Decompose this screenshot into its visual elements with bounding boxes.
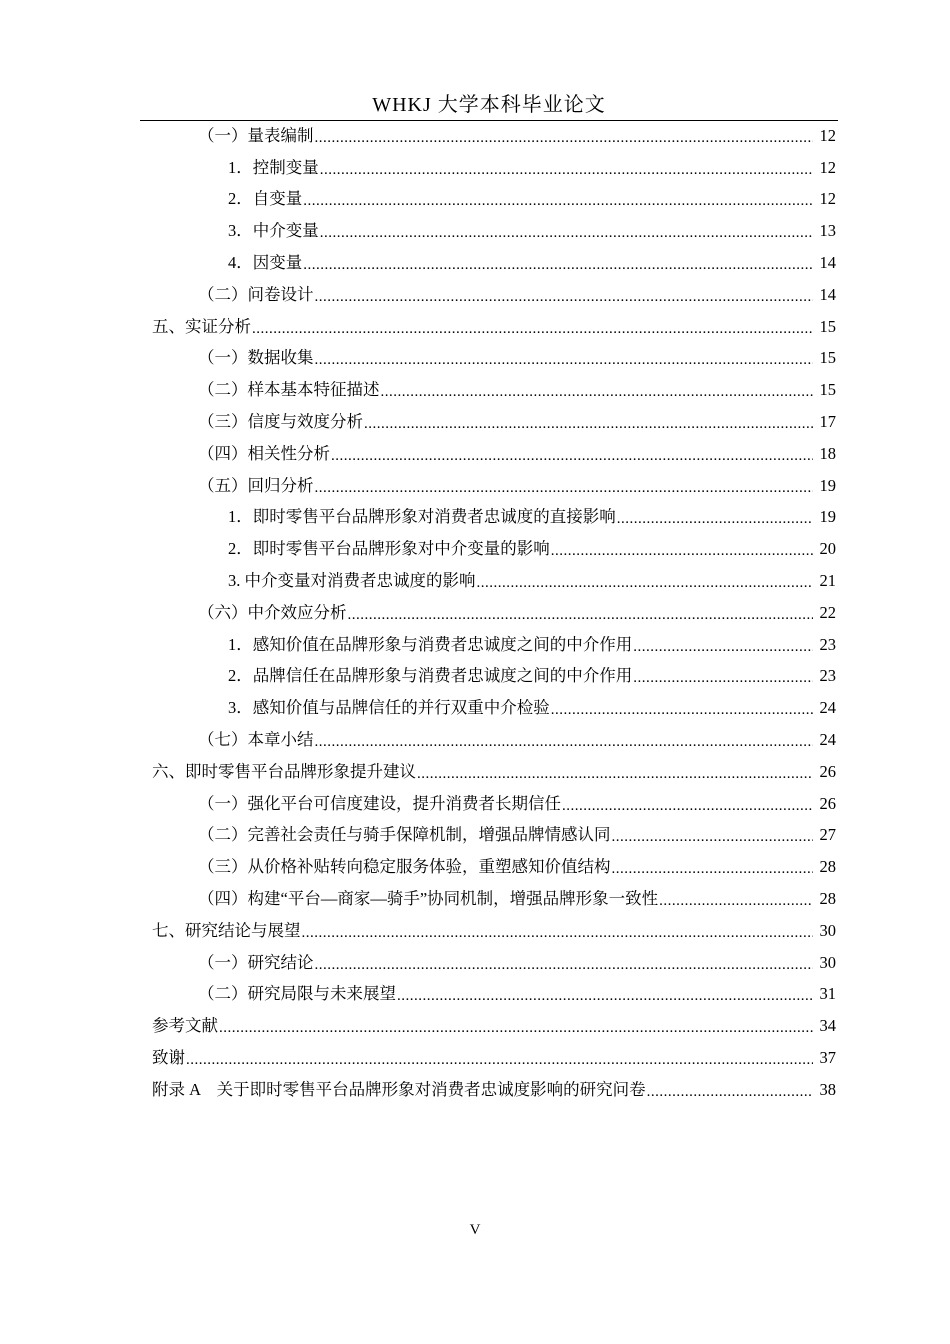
toc-entry-page: 38 bbox=[819, 1079, 836, 1099]
toc-entry-title: （四）相关性分析 bbox=[198, 443, 330, 463]
toc-leader-dots bbox=[315, 287, 814, 307]
toc-leader-dots bbox=[477, 573, 814, 593]
toc-leader-dots bbox=[186, 1050, 813, 1070]
toc-entry[interactable] bbox=[0, 724, 950, 756]
toc-leader-dots bbox=[315, 478, 814, 498]
toc-entry-title: （三）信度与效度分析 bbox=[198, 412, 363, 432]
toc-entry-title: 六、即时零售平台品牌形象提升建议 bbox=[152, 761, 416, 781]
toc-entry-page: 26 bbox=[819, 793, 836, 813]
toc-entry-title: （七）本章小结 bbox=[198, 730, 314, 750]
toc-entry-page: 15 bbox=[819, 316, 836, 336]
toc-entry-page: 12 bbox=[819, 157, 836, 177]
toc-entry-title: （一）数据收集 bbox=[198, 348, 314, 368]
toc-entry[interactable] bbox=[0, 279, 950, 311]
toc-leader-dots bbox=[348, 605, 814, 625]
toc-entry-page: 12 bbox=[819, 125, 836, 145]
toc-entry-page: 37 bbox=[819, 1048, 836, 1068]
toc-leader-dots bbox=[315, 955, 814, 975]
toc-leader-dots bbox=[551, 700, 813, 720]
toc-entry-page: 13 bbox=[819, 221, 836, 241]
toc-entry-page: 23 bbox=[819, 634, 836, 654]
toc-entry-title: 七、研究结论与展望 bbox=[152, 920, 301, 940]
toc-leader-dots bbox=[551, 541, 813, 561]
toc-entry-page: 24 bbox=[819, 698, 836, 718]
page-header-title: WHKJ 大学本科毕业论文 bbox=[372, 94, 606, 116]
toc-entry-page: 30 bbox=[819, 920, 836, 940]
toc-entry-title: 1．控制变量 bbox=[228, 157, 319, 177]
toc-leader-dots bbox=[303, 191, 813, 211]
toc-entry[interactable] bbox=[0, 184, 950, 216]
toc-leader-dots bbox=[381, 382, 814, 402]
toc-entry-title: （一）量表编制 bbox=[198, 125, 314, 145]
toc-leader-dots bbox=[315, 732, 814, 752]
toc-entry-title: （六）中介效应分析 bbox=[198, 602, 347, 622]
toc-entry[interactable] bbox=[0, 979, 950, 1011]
toc-leader-dots bbox=[612, 827, 814, 847]
toc-entry-page: 19 bbox=[819, 475, 836, 495]
toc-entry[interactable] bbox=[0, 470, 950, 502]
toc-leader-dots bbox=[647, 1082, 813, 1102]
toc-entry-page: 21 bbox=[819, 571, 836, 591]
toc-leader-dots bbox=[617, 509, 813, 529]
toc-entry-page: 19 bbox=[819, 507, 836, 527]
toc-leader-dots bbox=[315, 128, 814, 148]
toc-entry-title: 3．感知价值与品牌信任的并行双重中介检验 bbox=[228, 698, 550, 718]
toc-leader-dots bbox=[302, 923, 814, 943]
toc-entry-title: 五、实证分析 bbox=[152, 316, 251, 336]
toc-leader-dots bbox=[315, 350, 814, 370]
toc-entry[interactable] bbox=[0, 374, 950, 406]
toc-entry-title: （二）样本基本特征描述 bbox=[198, 380, 380, 400]
toc-entry[interactable] bbox=[0, 311, 950, 343]
toc-entry[interactable] bbox=[0, 502, 950, 534]
toc-entry-title: 参考文献 bbox=[152, 1016, 218, 1036]
toc-entry-page: 31 bbox=[819, 984, 836, 1004]
toc-entry-title: （一）强化平台可信度建设，提升消费者长期信任 bbox=[198, 793, 561, 813]
toc-entry-page: 28 bbox=[819, 857, 836, 877]
toc-entry-title: （二）完善社会责任与骑手保障机制，增强品牌情感认同 bbox=[198, 825, 611, 845]
toc-entry[interactable] bbox=[0, 820, 950, 852]
toc-entry-page: 18 bbox=[819, 443, 836, 463]
toc-entry-page: 26 bbox=[819, 761, 836, 781]
toc-leader-dots bbox=[331, 446, 813, 466]
toc-entry[interactable] bbox=[0, 152, 950, 184]
toc-entry[interactable] bbox=[0, 1042, 950, 1074]
toc-entry[interactable] bbox=[0, 565, 950, 597]
toc-entry[interactable] bbox=[0, 215, 950, 247]
toc-entry-title: （二）研究局限与未来展望 bbox=[198, 984, 396, 1004]
toc-entry-page: 24 bbox=[819, 730, 836, 750]
toc-entry-page: 28 bbox=[819, 889, 836, 909]
toc-entry-page: 17 bbox=[819, 412, 836, 432]
toc-leader-dots bbox=[612, 859, 814, 879]
toc-entry-page: 12 bbox=[819, 189, 836, 209]
toc-entry-title: （四）构建“平台—商家—骑手”协同机制，增强品牌形象一致性 bbox=[198, 889, 659, 909]
toc-entry[interactable] bbox=[0, 406, 950, 438]
toc-leader-dots bbox=[417, 764, 813, 784]
toc-entry[interactable] bbox=[0, 788, 950, 820]
toc-entry-page: 30 bbox=[819, 952, 836, 972]
toc-entry-title: （三）从价格补贴转向稳定服务体验，重塑感知价值结构 bbox=[198, 857, 611, 877]
toc-entry-title: 2．品牌信任在品牌形象与消费者忠诚度之间的中介作用 bbox=[228, 666, 633, 686]
toc-entry[interactable] bbox=[0, 533, 950, 565]
toc-entry-page: 22 bbox=[819, 602, 836, 622]
toc-leader-dots bbox=[303, 255, 813, 275]
toc-entry-title: （一）研究结论 bbox=[198, 952, 314, 972]
toc-entry-page: 15 bbox=[819, 348, 836, 368]
toc-entry-title: 1．感知价值在品牌形象与消费者忠诚度之间的中介作用 bbox=[228, 634, 633, 654]
toc-leader-dots bbox=[320, 223, 813, 243]
toc-entry[interactable] bbox=[0, 756, 950, 788]
toc-entry-title: （五）回归分析 bbox=[198, 475, 314, 495]
toc-entry-page: 27 bbox=[819, 825, 836, 845]
toc-entry-page: 14 bbox=[819, 253, 836, 273]
toc-leader-dots bbox=[633, 668, 813, 688]
toc-entry[interactable] bbox=[0, 883, 950, 915]
toc-entry[interactable] bbox=[0, 851, 950, 883]
toc-entry-title: 2．即时零售平台品牌形象对中介变量的影响 bbox=[228, 539, 550, 559]
toc-entry[interactable] bbox=[0, 915, 950, 947]
toc-entry[interactable] bbox=[0, 247, 950, 279]
toc-leader-dots bbox=[633, 637, 813, 657]
toc-entry-title: （二）问卷设计 bbox=[198, 284, 314, 304]
toc-entry[interactable] bbox=[0, 629, 950, 661]
toc-entry[interactable] bbox=[0, 120, 950, 152]
toc-leader-dots bbox=[252, 319, 813, 339]
toc-entry-title: 4．因变量 bbox=[228, 253, 303, 273]
toc-entry[interactable] bbox=[0, 692, 950, 724]
toc-entry[interactable] bbox=[0, 661, 950, 693]
page-number: V bbox=[469, 1222, 481, 1238]
toc-leader-dots bbox=[562, 796, 813, 816]
toc-entry[interactable] bbox=[0, 1010, 950, 1042]
toc-entry-page: 20 bbox=[819, 539, 836, 559]
toc-entry-title: 附录 A 关于即时零售平台品牌形象对消费者忠诚度影响的研究问卷 bbox=[152, 1079, 646, 1099]
toc-entry[interactable] bbox=[0, 438, 950, 470]
toc-entry-page: 14 bbox=[819, 284, 836, 304]
toc-leader-dots bbox=[397, 986, 813, 1006]
toc-leader-dots bbox=[659, 891, 813, 911]
toc-entry-page: 34 bbox=[819, 1016, 836, 1036]
toc-entry-title: 3. 中介变量对消费者忠诚度的影响 bbox=[228, 571, 476, 591]
toc-entry[interactable] bbox=[0, 1074, 950, 1106]
toc-entry[interactable] bbox=[0, 343, 950, 375]
toc-entry[interactable] bbox=[0, 597, 950, 629]
toc-entry-title: 2．自变量 bbox=[228, 189, 303, 209]
toc-leader-dots bbox=[320, 160, 813, 180]
toc-entry-page: 23 bbox=[819, 666, 836, 686]
toc-entry-title: 1．即时零售平台品牌形象对消费者忠诚度的直接影响 bbox=[228, 507, 616, 527]
toc-entry-title: 3．中介变量 bbox=[228, 221, 319, 241]
toc-leader-dots bbox=[219, 1018, 813, 1038]
toc-entry-title: 致谢 bbox=[152, 1048, 185, 1068]
toc-entry[interactable] bbox=[0, 947, 950, 979]
toc-leader-dots bbox=[364, 414, 813, 434]
toc-entry-page: 15 bbox=[819, 380, 836, 400]
